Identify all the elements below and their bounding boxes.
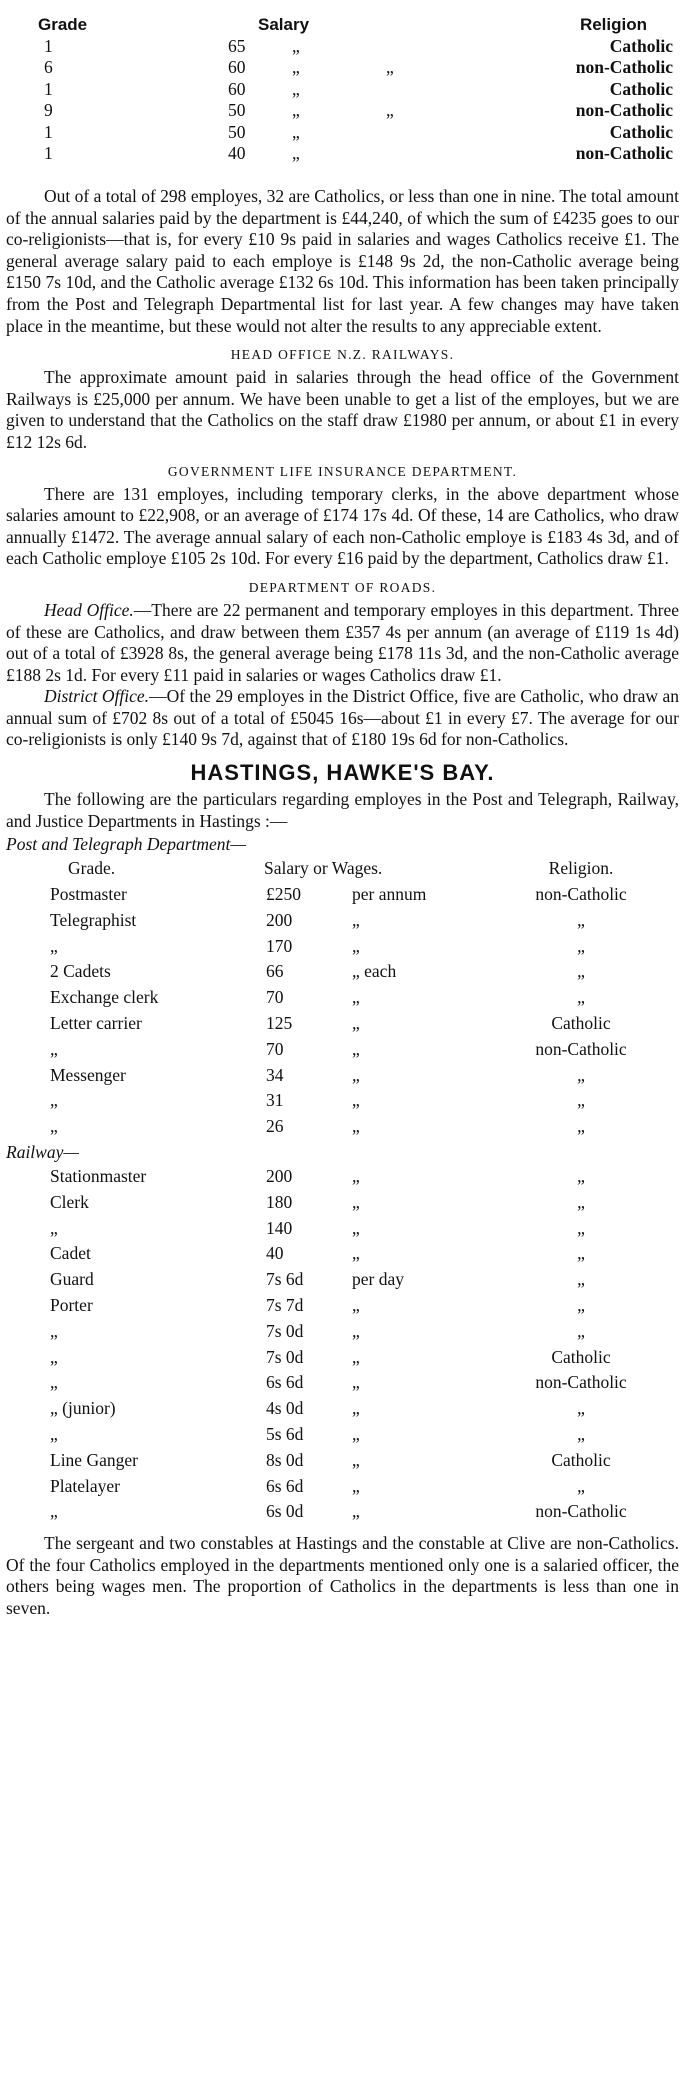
hastings-table-header [6, 856, 679, 882]
ditto-mark: „ [292, 35, 300, 56]
unit-cell: „ [352, 987, 360, 1008]
grade-cell: „ (junior) [50, 1398, 116, 1419]
section-heading: GOVERNMENT LIFE INSURANCE DEPARTMENT. [167, 463, 518, 479]
unit-cell: „ [352, 1166, 360, 1187]
amount-cell: 70 [266, 987, 284, 1008]
religion-cell: non-Catholic [575, 100, 673, 120]
unit-cell: „ [352, 1243, 360, 1264]
table-row [6, 1063, 679, 1089]
table-row [6, 1499, 679, 1525]
amount-cell: 5s 6d [266, 1423, 304, 1444]
grade-cell: 6 [44, 57, 53, 77]
religion-cell: „ [577, 1269, 585, 1290]
religion-cell: „ [577, 909, 585, 930]
unit-cell: „ [352, 1295, 360, 1315]
religion-cell: „ [577, 1295, 585, 1315]
religion-cell: „ [577, 935, 585, 956]
table-row [6, 1319, 679, 1345]
salary-table [6, 14, 679, 186]
religion-cell: non-Catholic [535, 1038, 627, 1059]
religion-cell: non-Catholic [535, 884, 627, 905]
ditto-mark: „ [292, 78, 300, 99]
section-heading: HEAD OFFICE N.Z. RAILWAYS. [230, 347, 455, 363]
grade-cell: Stationmaster [50, 1166, 147, 1187]
grade-cell: 1 [44, 121, 53, 142]
salary-table-body [6, 36, 679, 165]
religion-header: Religion [579, 15, 647, 34]
amount-cell: 4s 0d [266, 1398, 304, 1419]
amount-cell: 7s 0d [266, 1320, 304, 1341]
religion-cell: non-Catholic [575, 57, 673, 77]
grade-cell: Line Ganger [50, 1449, 138, 1470]
unit-cell: per annum [352, 884, 427, 905]
amount-cell: 6s 6d [266, 1372, 304, 1393]
religion-cell: non-Catholic [535, 1501, 627, 1522]
amount-cell: 7s 7d [266, 1295, 304, 1315]
table-row [6, 1370, 679, 1396]
salary-header: Salary or Wages. [264, 858, 383, 879]
ditto-mark: „ [292, 57, 300, 77]
grade-cell: Cadet [50, 1243, 91, 1264]
unit-cell: „ [352, 1346, 360, 1367]
salary-cell: 50 [228, 121, 246, 142]
religion-cell: non-Catholic [575, 143, 673, 163]
grade-cell: 1 [44, 35, 53, 56]
religion-cell: non-Catholic [535, 1372, 627, 1393]
religion-cell: Catholic [609, 121, 673, 142]
amount-cell: 7s 6d [266, 1269, 304, 1290]
religion-cell: „ [577, 1320, 585, 1341]
table-row [6, 122, 679, 144]
grade-cell: „ [50, 935, 58, 956]
unit-cell: „ [352, 1501, 360, 1522]
table-row [6, 1114, 679, 1140]
grade-cell: 1 [44, 78, 53, 99]
amount-cell: 180 [266, 1191, 293, 1212]
table-row [6, 1345, 679, 1371]
ditto-mark: „ [386, 57, 394, 77]
salary-cell: 60 [228, 57, 246, 77]
paragraph-text: —Of the 29 employes in the District Office, five are Catholic, who draw an annual sum of £702 8s out of a total of £5045 16s—about £1 in every £7. The average for our co-religionists is only £140 9s 7d, against that of £180 19s 6d for non-Catholics. [6, 686, 679, 750]
table-row [6, 1216, 679, 1242]
table-row [6, 1190, 679, 1216]
amount-cell: 8s 0d [266, 1449, 304, 1470]
unit-cell: „ [352, 1013, 360, 1034]
table-row [6, 143, 679, 165]
table-row [6, 908, 679, 934]
salary-header: Salary [258, 15, 310, 34]
unit-cell: „ [352, 1116, 360, 1137]
amount-cell: £250 [266, 884, 301, 905]
grade-cell: Postmaster [50, 884, 127, 905]
grade-cell: „ [50, 1038, 58, 1059]
grade-cell: „ [50, 1501, 58, 1522]
amount-cell: 6s 0d [266, 1501, 304, 1522]
unit-cell: per day [352, 1269, 404, 1290]
unit-cell: „ [352, 935, 360, 956]
unit-cell: „ [352, 1372, 360, 1393]
paragraph-text: There are 131 employes, including temporary clerks, in the above department whose salaries amount to £22,908, or an average of £174 17s 4d. Of these, 14 are Catholics, who draw annually £1472. The average annual salary of each non-Catholic employe is £183 4s 3d, and of each Catholic employe £105 2s 10d. For every £16 paid by the department, Catholics draw £1. [6, 483, 679, 569]
hastings-heading: HASTINGS, HAWKE'S BAY. [190, 760, 495, 786]
religion-cell: „ [577, 1064, 585, 1085]
religion-cell: „ [577, 1243, 585, 1264]
salary-table-header [6, 14, 679, 36]
salary-cell: 60 [228, 78, 246, 99]
amount-cell: 70 [266, 1038, 284, 1059]
unit-cell: „ [352, 1090, 360, 1111]
religion-cell: „ [577, 1191, 585, 1212]
grade-cell: Porter [50, 1295, 93, 1315]
ditto-mark: „ [386, 100, 394, 120]
unit-cell: „ [352, 1320, 360, 1341]
amount-cell: 170 [266, 935, 293, 956]
table-row [6, 882, 679, 908]
grade-cell: „ [50, 1346, 58, 1367]
grade-header: Grade. [68, 858, 116, 879]
ditto-mark: „ [292, 143, 300, 163]
religion-header: Religion. [548, 858, 614, 879]
grade-cell: Telegraphist [50, 909, 137, 930]
grade-cell: 1 [44, 143, 53, 163]
section-heading: DEPARTMENT OF ROADS. [248, 579, 437, 595]
unit-cell: „ [352, 1398, 360, 1419]
hastings-table [6, 856, 679, 1525]
religion-cell: „ [577, 1423, 585, 1444]
religion-cell: „ [577, 1217, 585, 1238]
religion-cell: Catholic [551, 1449, 611, 1470]
amount-cell: 40 [266, 1243, 284, 1264]
grade-cell: „ [50, 1116, 58, 1137]
table-row [6, 36, 679, 58]
amount-cell: 26 [266, 1116, 284, 1137]
amount-cell: 7s 0d [266, 1346, 304, 1367]
section-paragraph [6, 367, 679, 453]
religion-cell: „ [577, 1116, 585, 1137]
religion-cell: „ [577, 1398, 585, 1419]
salary-cell: 65 [228, 35, 246, 56]
amount-cell: 6s 6d [266, 1475, 304, 1496]
grade-cell: „ [50, 1320, 58, 1341]
table-row [6, 1396, 679, 1422]
hastings-closing: The sergeant and two constables at Hastings and the constable at Clive are non-Catholics. Of the four Catholics employed in the departments mentioned only one is a salaried officer, the others being wages men. The proportion of Catholics in the departments is less than one in seven. [6, 1533, 679, 1618]
unit-cell: „ [352, 1217, 360, 1238]
grade-cell: „ [50, 1217, 58, 1238]
grade-cell: Clerk [50, 1191, 89, 1212]
grade-cell: Messenger [50, 1064, 126, 1085]
paragraph-text: The approximate amount paid in salaries through the head office of the Government Railways is £25,000 per annum. We have been unable to get a list of the employes, but we are given to understand that the Catholics on the staff draw £1980 per annum, or about £1 in every £12 12s 6d. [6, 367, 679, 452]
amount-cell: 125 [266, 1013, 293, 1034]
grade-cell: Letter carrier [50, 1013, 142, 1034]
ditto-mark: „ [292, 100, 300, 120]
amount-cell: 34 [266, 1064, 284, 1085]
table-row [6, 985, 679, 1011]
ditto-mark: „ [292, 121, 300, 142]
table-row [6, 1241, 679, 1267]
post-telegraph-rows [6, 882, 679, 1140]
table-row [6, 1088, 679, 1114]
grade-cell: „ [50, 1423, 58, 1444]
amount-cell: 140 [266, 1217, 293, 1238]
unit-cell: „ [352, 1423, 360, 1444]
department-sections [6, 347, 679, 751]
table-row [6, 1037, 679, 1063]
unit-cell: „ [352, 1038, 360, 1059]
railway-rows [6, 1164, 679, 1525]
table-row [6, 1011, 679, 1037]
railway-label: Railway— [6, 1142, 79, 1163]
religion-cell: Catholic [609, 78, 673, 99]
amount-cell: 200 [266, 909, 293, 930]
unit-cell: „ [352, 1475, 360, 1496]
amount-cell: 66 [266, 961, 284, 982]
table-row [6, 57, 679, 79]
section-paragraph [6, 484, 679, 570]
paragraph-lead: District Office. [44, 686, 150, 707]
grade-cell: „ [50, 1090, 58, 1111]
religion-cell: „ [577, 987, 585, 1008]
paragraph-lead: Head Office. [44, 599, 134, 620]
salary-cell: 50 [228, 100, 246, 120]
section-paragraph [6, 600, 679, 686]
grade-cell: 9 [44, 100, 53, 120]
post-telegraph-label: Post and Telegraph Department— [6, 834, 246, 855]
grade-header: Grade [38, 15, 88, 34]
hastings-intro: The following are the particulars regarding employes in the Post and Telegraph, Railway, and Justice Departments in Hastings :— [6, 789, 679, 831]
unit-cell: „ [352, 1449, 360, 1470]
table-row [6, 79, 679, 101]
table-row [6, 1448, 679, 1474]
grade-cell: Exchange clerk [50, 987, 159, 1008]
religion-cell: „ [577, 1475, 585, 1496]
table-row [6, 1474, 679, 1500]
table-row [6, 959, 679, 985]
table-row [6, 100, 679, 122]
unit-cell: „ each [352, 961, 397, 982]
post-telegraph-summary: Out of a total of 298 employes, 32 are Catholics, or less than one in nine. The total amount of the annual salaries paid by the department is £44,240, of which the sum of £4235 goes to our co-religionists—that is, for every £10 9s paid in salaries and wages Catholics receive £1. The general average salary paid to each employe is £148 9s 2d, the non-Catholic average being £150 7s 10d, and the Catholic average £132 6s 10d. This information has been taken principally from the Post and Telegraph Departmental list for last year. A few changes may have taken place in the meantime, but these would not alter the results to any appreciable extent. [6, 186, 679, 336]
section-paragraph [6, 686, 679, 751]
unit-cell: „ [352, 1191, 360, 1212]
grade-cell: Guard [50, 1269, 94, 1290]
amount-cell: 200 [266, 1166, 293, 1187]
table-row [6, 1422, 679, 1448]
religion-cell: Catholic [609, 35, 673, 56]
unit-cell: „ [352, 909, 360, 930]
religion-cell: Catholic [551, 1346, 611, 1367]
table-row [6, 1293, 679, 1319]
grade-cell: „ [50, 1372, 58, 1393]
table-row [6, 1267, 679, 1293]
religion-cell: „ [577, 961, 585, 982]
salary-cell: 40 [228, 143, 246, 163]
grade-cell: Platelayer [50, 1475, 120, 1496]
religion-cell: „ [577, 1090, 585, 1111]
religion-cell: „ [577, 1166, 585, 1187]
table-row [6, 934, 679, 960]
grade-cell: 2 Cadets [50, 961, 111, 982]
paragraph-text: —There are 22 permanent and temporary employes in this department. Three of these are Catholics, and draw between them £357 4s per annum (an average of £119 1s 4d) out of a total of £3928 8s, the general average being £178 11s 3d, and the non-Catholic average £188 2s 1d. For every £11 paid in salaries or wages Catholics draw £1. [6, 599, 679, 685]
unit-cell: „ [352, 1064, 360, 1085]
religion-cell: Catholic [551, 1013, 611, 1034]
amount-cell: 31 [266, 1090, 284, 1111]
table-row [6, 1164, 679, 1190]
